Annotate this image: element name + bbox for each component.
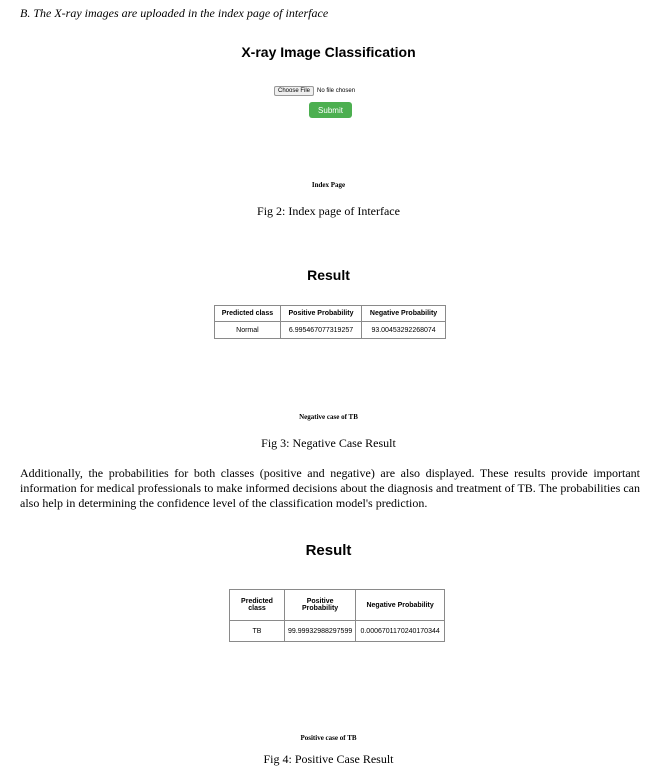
cell-negative-probability: 0.0006701170240170344 xyxy=(356,621,445,642)
negative-small-caption: Negative case of TB xyxy=(299,413,358,421)
no-file-text: No file chosen xyxy=(317,88,356,94)
header-negative-probability: Negative Probability xyxy=(356,590,445,621)
table-header-row xyxy=(215,306,446,322)
file-input-row[interactable] xyxy=(274,86,355,96)
body-paragraph: Additionally, the probabilities for both classes (positive and negative) are also displayed. These results provide important information for medical professionals to make informed decisions about the diagnosis and treatment of TB. The probabilities can also help in determining the confidence level of the classification model's prediction. xyxy=(20,466,640,510)
table-header-row xyxy=(230,590,445,621)
cell-predicted-class: Normal xyxy=(215,322,281,339)
cell-positive-probability: 99.99932988297599 xyxy=(285,621,356,642)
submit-button[interactable]: Submit xyxy=(309,102,352,118)
header-negative-probability: Negative Probability xyxy=(362,306,446,322)
positive-result-table xyxy=(229,589,445,642)
fig3-caption: Fig 3: Negative Case Result xyxy=(261,436,396,450)
cell-negative-probability: 93.00453292268074 xyxy=(362,322,446,339)
header-positive-probability: Positive Probability xyxy=(280,306,361,322)
negative-result-table xyxy=(214,305,446,339)
table-row xyxy=(230,621,445,642)
index-page-small-caption: Index Page xyxy=(311,181,346,189)
positive-small-caption: Positive case of TB xyxy=(300,734,357,742)
header-predicted-class: Predicted class xyxy=(215,306,281,322)
positive-result-title: Result xyxy=(305,542,352,559)
section-heading: B. The X-ray images are uploaded in the index page of interface xyxy=(20,6,329,20)
fig4-caption: Fig 4: Positive Case Result xyxy=(263,752,394,766)
negative-result-title: Result xyxy=(307,267,350,283)
cell-positive-probability: 6.995467077319257 xyxy=(280,322,361,339)
cell-predicted-class: TB xyxy=(230,621,285,642)
choose-file-button[interactable]: Choose File xyxy=(274,86,314,96)
header-predicted-class: Predicted class xyxy=(230,590,285,621)
table-row xyxy=(215,322,446,339)
header-positive-probability: Positive Probability xyxy=(285,590,356,621)
index-page-title: X-ray Image Classification xyxy=(241,44,416,60)
fig2-caption: Fig 2: Index page of Interface xyxy=(257,204,400,218)
